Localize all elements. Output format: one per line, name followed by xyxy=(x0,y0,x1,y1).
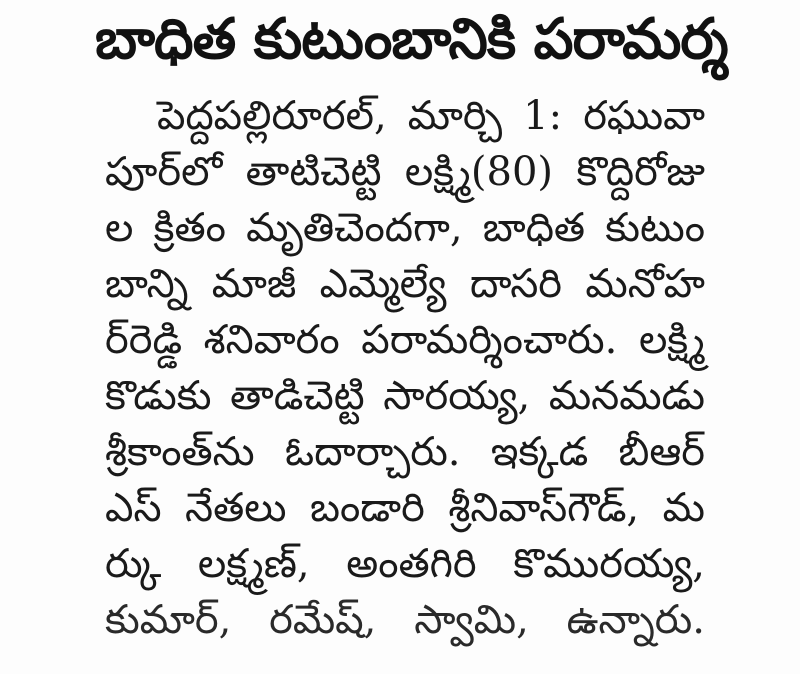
headline: బాధిత కుటుంబానికి పరామర్శ xyxy=(95,7,728,72)
article-line: బాన్ని మాజీ ఎమ్మెల్యే దాసరి మనోహ xyxy=(105,261,705,307)
article-line: శ్రీకాంత్‌ను ఓదార్చారు. ఇక్కడ బీఆర్ xyxy=(105,429,705,475)
article-line: కొడుకు తాడిచెట్టి సారయ్య, మనమడు xyxy=(105,373,705,419)
article-body xyxy=(105,88,705,648)
article-line: పూర్‌లో తాటిచెట్టి లక్ష్మి(80) కొద్దిరోజు xyxy=(105,149,705,195)
article-line: ర్‌రెడ్డి శనివారం పరామర్శించారు. లక్ష్మి xyxy=(105,317,705,363)
article-line: ల క్రితం మృతిచెందగా, బాధిత కుటుం xyxy=(105,205,705,251)
article-line: పెద్దపల్లిరూరల్, మార్చి 1: రఘువా xyxy=(157,93,705,139)
article-line: ఎస్ నేతలు బండారి శ్రీనివాస్‌గౌడ్, మ xyxy=(105,485,705,531)
article-line: కుమార్, రమేష్, స్వామి, ఉన్నారు. xyxy=(105,597,705,643)
article-line: ర్కు లక్ష్మణ్, అంతగిరి కొమురయ్య, xyxy=(105,541,705,587)
